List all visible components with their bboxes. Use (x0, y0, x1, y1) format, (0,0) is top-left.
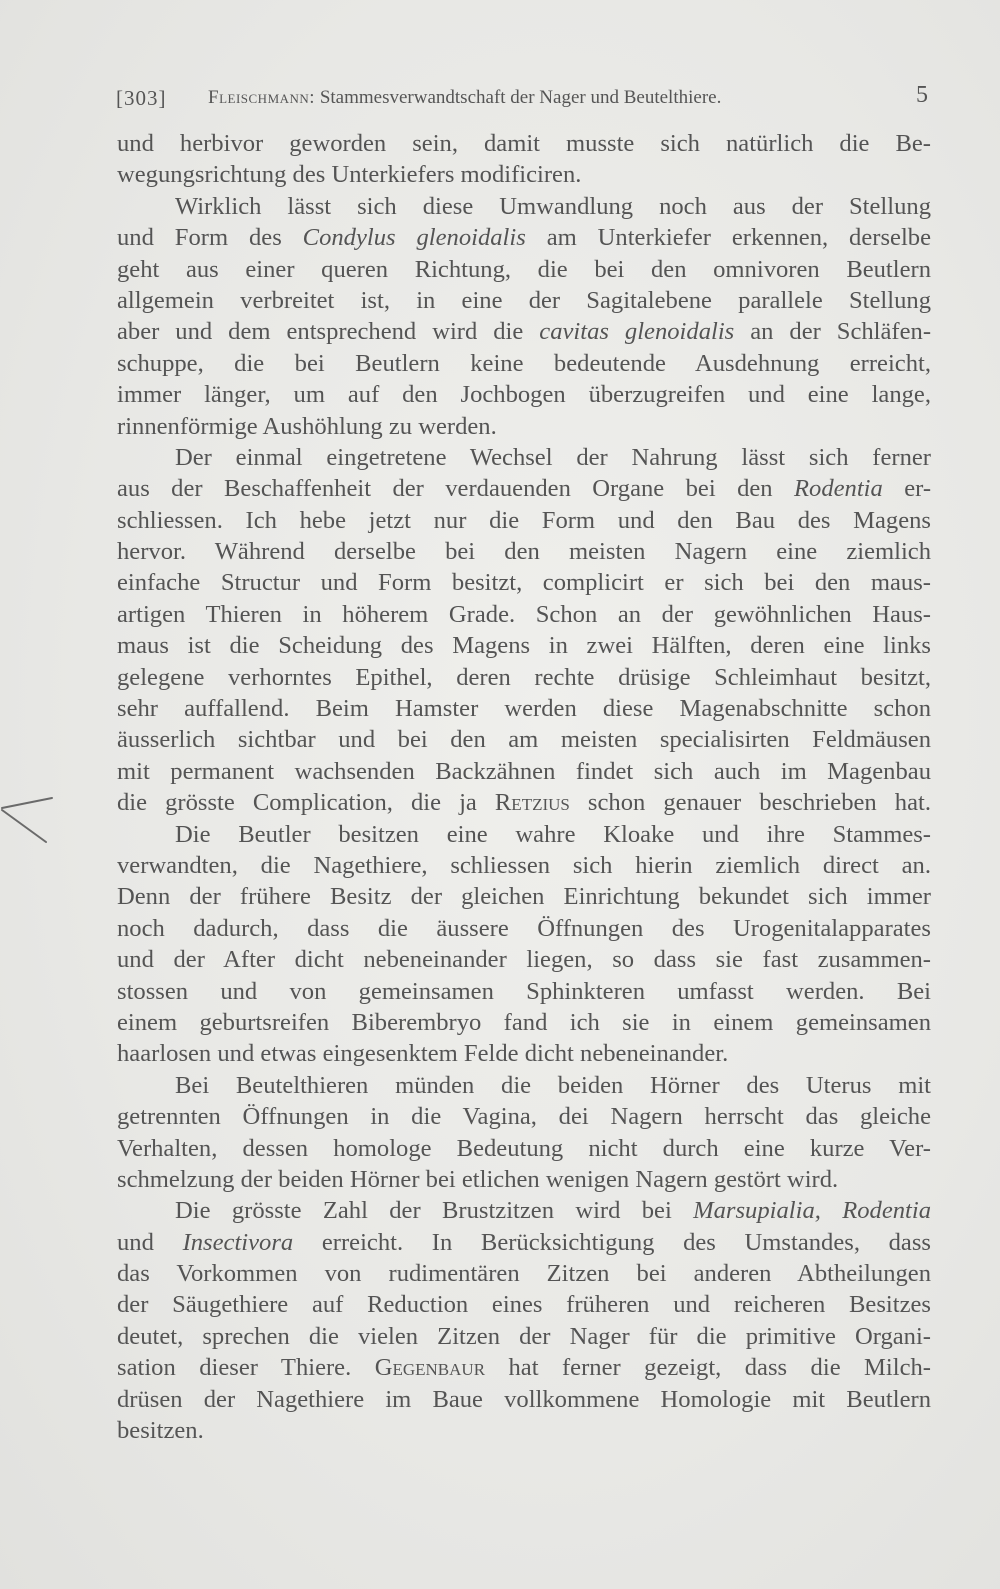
running-title (208, 87, 721, 109)
text-line: und der After dicht nebeneinander liegen, so dass sie fast zusammen- (117, 946, 931, 974)
author-citation: Retzius (494, 789, 570, 817)
text-line: und Form des Condylus glenoidalis am Unterkiefer erkennen, derselbe (117, 224, 931, 252)
page-number: 5 (916, 82, 928, 108)
text-line: verwandten, die Nagethiere, schliessen sich hierin ziemlich direct an. (117, 851, 931, 879)
body-text (117, 128, 931, 1446)
species-term: Insectivora (182, 1228, 294, 1256)
text-line: schliessen. Ich hebe jetzt nur die Form und den Bau des Magens (117, 506, 931, 534)
text-line: mit permanent wachsenden Backzähnen findet sich auch im Magenbau (117, 757, 931, 785)
text-line: Die grösste Zahl der Brustzitzen wird bei Marsupialia, Rodentia (175, 1197, 932, 1225)
species-term: Condylus glenoidalis (302, 224, 526, 252)
text-line: Denn der frühere Besitz der gleichen Einrichtung bekundet sich immer (117, 883, 931, 911)
text-line: stossen und von gemeinsamen Sphinkteren umfasst werden. Bei (117, 977, 931, 1005)
text-line: einfache Structur und Form besitzt, complicirt er sich bei den maus- (117, 569, 931, 597)
text-line: immer länger, um auf den Jochbogen überzugreifen und eine lange, (117, 381, 931, 409)
text-line: das Vorkommen von rudimentären Zitzen bei anderen Abtheilungen (117, 1260, 931, 1288)
author-name: Fleischmann: (208, 87, 316, 108)
text-line: geht aus einer queren Richtung, die bei den omnivoren Beutlern (117, 255, 931, 283)
text-line: aber und dem entsprechend wird die cavitas glenoidalis an der Schläfen- (117, 318, 932, 346)
pencil-margin-mark-icon (0, 780, 60, 860)
text-line: rinnenförmige Aushöhlung zu werden. (117, 412, 497, 440)
text-line: Die Beutler besitzen eine wahre Kloake und ihre Stammes- (175, 820, 931, 848)
text-line: der Säugethiere auf Reduction eines früheren und reicheren Besitzes (117, 1291, 931, 1319)
author-citation: Gegenbaur (374, 1354, 486, 1382)
text-line: artigen Thieren in höherem Grade. Schon an der gewöhnlichen Haus- (117, 600, 931, 628)
species-term: Marsupialia, Rodentia (693, 1197, 932, 1225)
text-line: und herbivor geworden sein, damit musste sich natürlich die Be- (117, 130, 931, 157)
text-line: Der einmal eingetretene Wechsel der Nahrung lässt sich ferner (175, 443, 931, 471)
text-line: aus der Beschaffenheit der verdauenden Organe bei den Rodentia er- (117, 475, 932, 503)
running-header (116, 82, 928, 116)
text-line: die grösste Complication, die ja Retzius schon genauer beschrieben hat. (117, 789, 931, 817)
text-line: allgemein verbreitet ist, in eine der Sagitalebene parallele Stellung (117, 286, 931, 314)
text-line: Verhalten, dessen homologe Bedeutung nicht durch eine kurze Ver- (117, 1134, 931, 1162)
text-line: haarlosen und etwas eingesenktem Felde dicht nebeneinander. (117, 1040, 729, 1068)
text-line: schmelzung der beiden Hörner bei etlichen wenigen Nagern gestört wird. (117, 1165, 839, 1193)
page-reference: [303] (116, 86, 167, 110)
running-title-text: Stammesverwandtschaft der Nager und Beutelthiere. (319, 87, 722, 108)
species-term: cavitas glenoidalis (539, 318, 735, 346)
text-line: maus ist die Scheidung des Magens in zwei Hälften, deren eine links (117, 632, 931, 660)
text-line: sation dieser Thiere. Gegenbaur hat ferner gezeigt, dass die Milch- (117, 1354, 931, 1382)
text-line: einem geburtsreifen Biberembryo fand ich sie in einem gemeinsamen (117, 1008, 931, 1036)
text-line: noch dadurch, dass die äussere Öffnungen des Urogenitalapparates (117, 914, 931, 942)
text-line: schuppe, die bei Beutlern keine bedeutende Ausdehnung erreicht, (117, 349, 931, 377)
species-term: Rodentia (794, 475, 883, 503)
text-line: sehr auffallend. Beim Hamster werden diese Magenabschnitte schon (117, 695, 931, 723)
text-line: gelegene verhorntes Epithel, deren rechte drüsige Schleimhaut besitzt, (117, 663, 931, 691)
text-line: deutet, sprechen die vielen Zitzen der Nager für die primitive Organi- (117, 1322, 931, 1350)
text-line: Wirklich lässt sich diese Umwandlung noch aus der Stellung (175, 192, 931, 220)
text-line: getrennten Öffnungen in die Vagina, dei Nagern herrscht das gleiche (117, 1103, 931, 1131)
text-line: und Insectivora erreicht. In Berücksichtigung des Umstandes, dass (117, 1228, 931, 1256)
text-line: wegungsrichtung des Unterkiefers modificiren. (117, 161, 582, 189)
text-line: besitzen. (117, 1417, 204, 1445)
text-line: Bei Beutelthieren münden die beiden Hörner des Uterus mit (175, 1071, 931, 1099)
text-line: hervor. Während derselbe bei den meisten Nagern eine ziemlich (117, 538, 931, 566)
text-line: drüsen der Nagethiere im Baue vollkommene Homologie mit Beutlern (117, 1385, 931, 1413)
text-line: äusserlich sichtbar und bei den am meisten specialisirten Feldmäusen (117, 726, 931, 754)
